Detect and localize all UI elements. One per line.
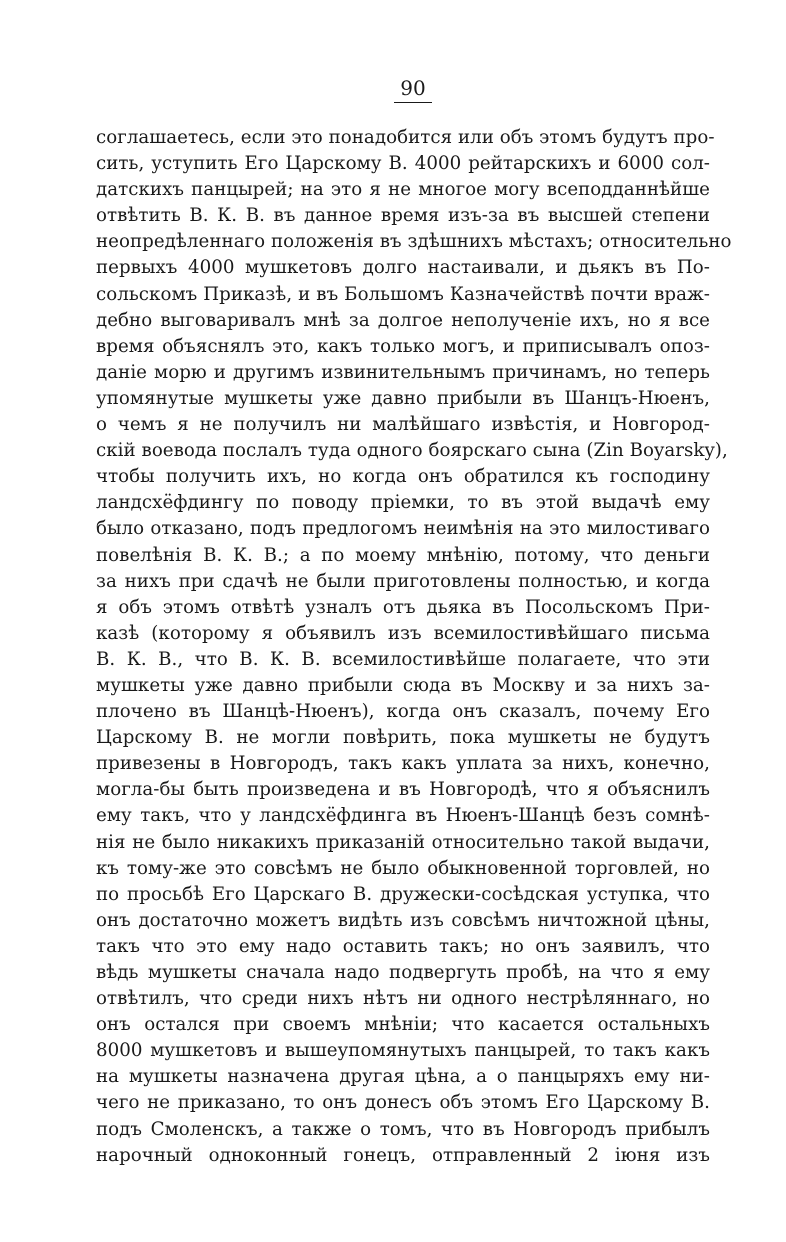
text-line: нарочный одноконный гонецъ, отправленный 2 іюня изъ <box>96 1144 710 1166</box>
text-line: плочено въ Шанцѣ-Нюенъ), когда онъ сказалъ, почему Его <box>96 701 710 723</box>
text-line: неопредѣленнаго положенія въ здѣшнихъ мѣстахъ; относительно <box>96 231 732 253</box>
text-line: по просьбѣ Его Царскаго В. дружески-сосѣдская уступка, что <box>96 883 710 905</box>
text-line: сить, уступить Его Царскому В. 4000 рейтарскихъ и 6000 сол- <box>96 153 710 175</box>
text-line: повелѣнія В. К. В.; а по моему мнѣнію, потому, что деньги <box>96 544 710 566</box>
text-line: о чемъ я не получилъ ни малѣйшаго извѣстія, и Новгород- <box>96 414 710 436</box>
text-line: на мушкеты назначена другая цѣна, а о панцыряхъ ему ни- <box>96 1066 710 1088</box>
text-line: привезены в Новгородъ, такъ какъ уплата за нихъ, конечно, <box>96 753 710 775</box>
text-line: 8000 мушкетовъ и вышеупомянутыхъ панцырей, то такъ какъ <box>96 1040 710 1062</box>
text-line: упомянутые мушкеты уже давно прибыли въ Шанцъ-Нюенъ, <box>96 387 710 409</box>
text-line: онъ остался при своемъ мнѣніи; что касается остальныхъ <box>96 1014 710 1036</box>
text-line: ландсхёфдингу по поводу пріемки, то въ этой выдачѣ ему <box>96 492 710 514</box>
text-line: могла-бы быть произведена и въ Новгородѣ, что я объяснилъ <box>96 779 710 801</box>
text-line: датскихъ панцырей; на это я не многое могу всеподданнѣйше <box>96 179 710 201</box>
text-line: чего не приказано, то онъ донесъ объ этомъ Его Царскому В. <box>96 1092 710 1114</box>
text-line: чтобы получить ихъ, но когда онъ обратился къ господину <box>96 466 710 488</box>
text-line: казѣ (которому я объявилъ изъ всемилостивѣйшаго письма <box>96 622 710 644</box>
text-line: онъ достаточно можетъ видѣть изъ совсѣмъ ничтожной цѣны, <box>96 909 710 931</box>
text-line: отвѣтилъ, что среди нихъ нѣтъ ни одного нестрѣляннаго, но <box>96 988 710 1010</box>
text-line: вѣдь мушкеты сначала надо подвергуть пробѣ, на что я ему <box>96 962 710 983</box>
text-line: дебно выговаривалъ мнѣ за долгое неполученіе ихъ, но я все <box>96 309 710 331</box>
page-number <box>20 76 786 103</box>
text-line: первыхъ 4000 мушкетовъ долго настаивали, и дьякъ въ По- <box>96 257 710 279</box>
text-line: время объяснялъ это, какъ только могъ, и приписывалъ опоз- <box>96 335 710 357</box>
text-line: Царскому В. не могли повѣрить, пока мушкеты не будутъ <box>96 727 710 749</box>
text-line: за нихъ при сдачѣ не были приготовлены полностью, и когда <box>96 570 710 592</box>
text-line: я объ этомъ отвѣтѣ узналъ отъ дьяка въ Посольскомъ При- <box>96 596 710 618</box>
text-line: даніе морю и другимъ извинительнымъ причинамъ, но теперь <box>96 361 710 383</box>
text-line: къ тому-же это совсѣмъ не было обыкновенной торговлей, но <box>96 857 710 879</box>
text-line: В. К. В., что В. К. В. всемилостивѣйше полагаете, что эти <box>96 648 710 670</box>
text-line: скій воевода послалъ туда одного боярскаго сына (Zin Boyarsky), <box>96 440 728 462</box>
text-line: было отказано, подъ предлогомъ неимѣнія на это милостиваго <box>96 518 710 540</box>
body-text <box>96 125 732 1169</box>
text-line: подъ Смоленскъ, а также о томъ, что въ Новгородъ прибылъ <box>96 1118 710 1140</box>
text-line: такъ что это ему надо оставить такъ; но онъ заявилъ, что <box>96 935 710 957</box>
text-line: ему такъ, что у ландсхёфдинга въ Нюенъ-Шанцѣ безъ сомнѣ- <box>96 805 710 827</box>
text-line: сольскомъ Приказѣ, и въ Большомъ Казначействѣ почти враж- <box>96 283 710 305</box>
text-line: соглашаетесь, если это понадобится или объ этомъ будутъ про- <box>96 127 715 148</box>
text-line: нія не было никакихъ приказаній относительно такой выдачи, <box>96 831 710 853</box>
text-line: мушкеты уже давно прибыли сюда въ Москву и за нихъ за- <box>96 674 710 696</box>
page-number-text: 90 <box>394 76 431 103</box>
text-line: отвѣтить В. К. В. въ данное время изъ-за въ высшей степени <box>96 205 710 227</box>
